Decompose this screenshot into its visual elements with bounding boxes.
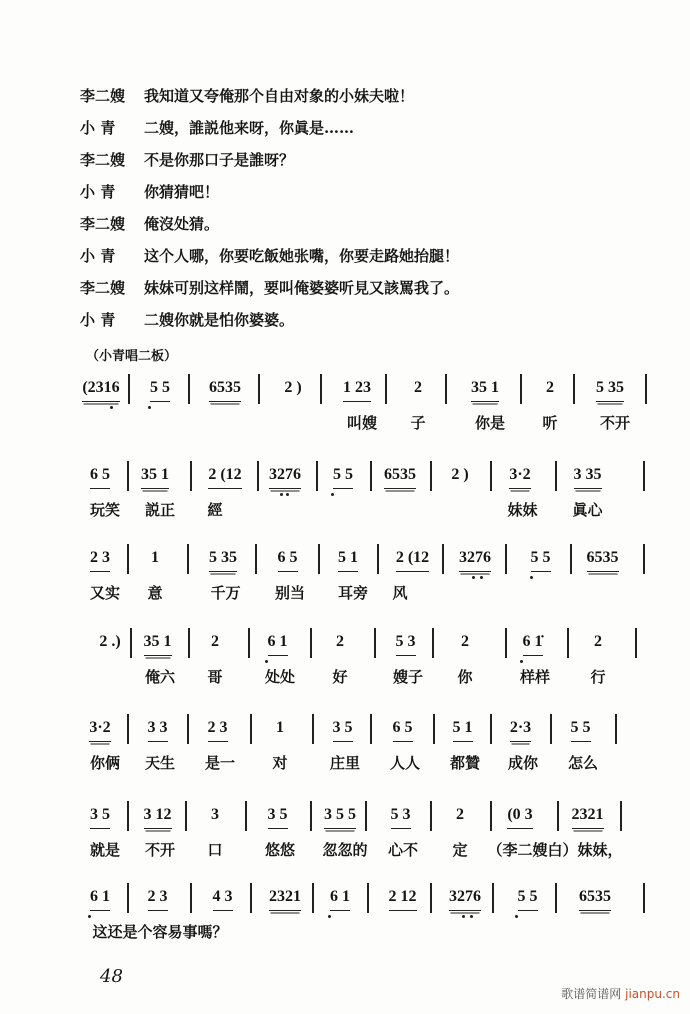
lyric: 經 bbox=[207, 501, 223, 519]
measure-notes: 2 (12 bbox=[396, 548, 429, 572]
lyric: 怎么 bbox=[567, 754, 598, 772]
measure-row bbox=[80, 548, 640, 578]
measure-row bbox=[80, 718, 640, 748]
barline bbox=[555, 883, 557, 913]
score-line bbox=[80, 718, 640, 776]
measure-notes: 3 5 bbox=[90, 805, 110, 829]
measure bbox=[385, 548, 440, 572]
line-text: 我知道又夸俺那个自由对象的小妹夫啦！ bbox=[144, 87, 415, 105]
lyric: 不开 bbox=[599, 414, 630, 432]
measure-notes: 2·3 bbox=[510, 718, 531, 742]
lyric: 风 bbox=[392, 584, 408, 602]
measure bbox=[495, 465, 545, 489]
lyric: 好 bbox=[332, 668, 348, 686]
measure-notes: 2 3 bbox=[148, 887, 168, 911]
measure bbox=[135, 887, 180, 911]
measure-notes: 2 bbox=[546, 379, 554, 396]
barline bbox=[635, 628, 637, 658]
measure-notes: 2 bbox=[211, 633, 219, 650]
measure-notes: 5 5 bbox=[571, 718, 591, 742]
measure-notes: 1 bbox=[151, 549, 159, 566]
barline bbox=[445, 374, 447, 404]
measure-notes: 3 12 bbox=[144, 805, 172, 829]
barline bbox=[187, 544, 189, 574]
measure bbox=[440, 805, 480, 828]
measure-notes: 3 5 5 bbox=[324, 805, 356, 829]
measure-row bbox=[80, 378, 640, 408]
low-octave-dot bbox=[331, 493, 334, 496]
measure bbox=[80, 378, 122, 402]
measure bbox=[332, 378, 382, 402]
barline bbox=[490, 714, 492, 744]
barline bbox=[374, 628, 376, 658]
barline bbox=[257, 461, 259, 491]
low-octave-dot bbox=[265, 660, 268, 663]
dialogue-line bbox=[80, 244, 640, 276]
lyric: 嫂子 bbox=[392, 668, 423, 686]
barline bbox=[318, 544, 320, 574]
low-octave-dot bbox=[472, 576, 475, 579]
barline bbox=[310, 628, 312, 658]
barline bbox=[188, 374, 190, 404]
barline bbox=[127, 461, 129, 491]
measure-notes: 2 bbox=[456, 806, 464, 823]
measure bbox=[135, 632, 180, 656]
speaker: 小 青 bbox=[80, 183, 116, 201]
score-line bbox=[80, 465, 640, 523]
measure-notes: 6535 bbox=[384, 465, 416, 489]
measure bbox=[195, 718, 240, 742]
measure bbox=[570, 887, 620, 911]
measure bbox=[460, 378, 510, 402]
measure-notes: 2 3 bbox=[208, 718, 228, 742]
lyric: （李二嫂白）妹妹， bbox=[487, 841, 623, 859]
lyric: 悠悠 bbox=[264, 841, 295, 859]
watermark-cn: 歌谱简谱网 bbox=[561, 987, 622, 1001]
measure bbox=[323, 465, 363, 489]
measure bbox=[80, 548, 120, 572]
barline bbox=[255, 544, 257, 574]
measure-notes: 2 ) bbox=[284, 379, 302, 396]
lyric: 听 bbox=[542, 414, 558, 432]
measure bbox=[260, 718, 300, 741]
barline bbox=[377, 544, 379, 574]
barline bbox=[258, 374, 260, 404]
lyric: 你俩 bbox=[89, 754, 120, 772]
measure-notes: 5 3 bbox=[391, 805, 411, 829]
measure-row bbox=[80, 632, 640, 662]
speaker: 小 青 bbox=[80, 311, 116, 329]
lyric-row bbox=[80, 412, 640, 436]
lyric: 心不 bbox=[387, 841, 418, 859]
low-octave-dot bbox=[530, 576, 533, 579]
measure-notes: 35 1 bbox=[471, 378, 499, 402]
lyric-row bbox=[80, 499, 640, 523]
page-number: 48 bbox=[100, 966, 123, 987]
measure bbox=[565, 805, 610, 829]
lyric: 千万 bbox=[210, 584, 241, 602]
dialogue-line bbox=[80, 276, 640, 308]
measure-notes: 3 bbox=[211, 806, 219, 823]
lyric: 口 bbox=[207, 841, 223, 859]
lyric: 哥 bbox=[207, 668, 223, 686]
barline bbox=[127, 801, 129, 831]
measure bbox=[195, 805, 235, 828]
measure-notes: 3 5 bbox=[333, 718, 353, 742]
measure-notes: 35 1 bbox=[144, 632, 172, 656]
measure-notes: 1 23 bbox=[343, 378, 371, 402]
lyric-row bbox=[80, 839, 640, 863]
lyric: 别当 bbox=[274, 584, 305, 602]
barline bbox=[615, 714, 617, 744]
measure bbox=[195, 465, 255, 489]
measure bbox=[495, 805, 545, 829]
measure-notes: 5 5 bbox=[150, 378, 170, 402]
low-octave-dot bbox=[110, 406, 113, 409]
lyric: 处处 bbox=[264, 668, 295, 686]
barline bbox=[505, 544, 507, 574]
measure bbox=[135, 465, 175, 489]
measure bbox=[375, 465, 425, 489]
barline bbox=[316, 461, 318, 491]
measure-notes: 6 5 bbox=[393, 718, 413, 742]
line-text: 你猜猜吧！ bbox=[144, 183, 220, 201]
measure-notes: 5 1 bbox=[453, 718, 473, 742]
measure bbox=[135, 548, 175, 571]
low-octave-dot bbox=[470, 915, 473, 918]
measure bbox=[445, 632, 485, 655]
measure-notes: 3 35 bbox=[574, 465, 602, 489]
measure bbox=[80, 805, 120, 829]
measure bbox=[80, 465, 120, 489]
barline bbox=[248, 628, 250, 658]
measure bbox=[80, 887, 120, 911]
measure bbox=[315, 805, 365, 829]
barline bbox=[442, 544, 444, 574]
barline bbox=[492, 883, 494, 913]
barline bbox=[555, 461, 557, 491]
measure bbox=[505, 887, 550, 911]
lyric: 天生 bbox=[144, 754, 175, 772]
low-octave-dot bbox=[328, 915, 331, 918]
measure-notes: 3 5 bbox=[268, 805, 288, 829]
barline bbox=[128, 374, 130, 404]
lyric: 是一 bbox=[204, 754, 235, 772]
measure bbox=[558, 718, 603, 742]
barline bbox=[520, 374, 522, 404]
measure-notes: 2 3 bbox=[90, 548, 110, 572]
measure-notes: 3·2 bbox=[509, 465, 530, 489]
measure-notes: 2 .) bbox=[99, 633, 121, 650]
low-octave-dot bbox=[515, 915, 518, 918]
measure-notes: 3276 bbox=[269, 465, 301, 489]
measure bbox=[260, 465, 310, 489]
measure bbox=[440, 887, 490, 911]
barline bbox=[430, 461, 432, 491]
measure bbox=[135, 805, 180, 829]
measure-notes: 5 5 bbox=[518, 887, 538, 911]
lyric: 定 bbox=[452, 841, 468, 859]
measure bbox=[398, 378, 438, 401]
barline bbox=[365, 801, 367, 831]
barline bbox=[570, 544, 572, 574]
measure-notes: 6 1̇ bbox=[523, 632, 543, 656]
measure-row bbox=[80, 805, 640, 835]
barline bbox=[310, 801, 312, 831]
barline bbox=[367, 883, 369, 913]
measure bbox=[255, 632, 300, 656]
barline bbox=[370, 461, 372, 491]
measure bbox=[530, 378, 570, 401]
measure bbox=[255, 805, 300, 829]
measure bbox=[195, 632, 235, 655]
measure-notes: 2321 bbox=[572, 805, 604, 829]
measure-notes: 35 1 bbox=[141, 465, 169, 489]
score-line bbox=[80, 632, 640, 690]
measure-notes: 5 5 bbox=[531, 548, 551, 572]
low-octave-dot bbox=[88, 915, 91, 918]
measure bbox=[560, 465, 615, 489]
barline bbox=[127, 544, 129, 574]
barline bbox=[620, 801, 622, 831]
lyric: 又实 bbox=[89, 584, 120, 602]
measure-row bbox=[80, 465, 640, 495]
low-octave-dot bbox=[148, 406, 151, 409]
measure-notes: 3276 bbox=[459, 548, 491, 572]
barline bbox=[643, 883, 645, 913]
measure bbox=[510, 632, 555, 656]
lyric: 都贊 bbox=[449, 754, 480, 772]
lyric: 你 bbox=[457, 668, 473, 686]
measure bbox=[268, 378, 318, 401]
measure-notes: 5 5 bbox=[333, 465, 353, 489]
lyric: 行 bbox=[590, 668, 606, 686]
score-line bbox=[80, 378, 640, 436]
barline bbox=[185, 801, 187, 831]
measure bbox=[200, 378, 250, 402]
measure bbox=[380, 718, 425, 742]
measure bbox=[518, 548, 563, 572]
measure bbox=[498, 718, 543, 742]
lyric: 俺六 bbox=[144, 668, 175, 686]
barline bbox=[250, 883, 252, 913]
score-line bbox=[80, 548, 640, 606]
low-octave-dot bbox=[520, 660, 523, 663]
barline bbox=[385, 374, 387, 404]
measure bbox=[320, 632, 360, 655]
lyric: 忽忽的 bbox=[322, 841, 368, 859]
lyric: 样样 bbox=[519, 668, 550, 686]
barline bbox=[320, 374, 322, 404]
barline bbox=[432, 628, 434, 658]
line-text: 二嫂，誰説他来呀，你眞是…… bbox=[144, 119, 355, 137]
barline bbox=[643, 544, 645, 574]
measure-notes: 2 bbox=[461, 633, 469, 650]
measure bbox=[140, 378, 180, 402]
lyric: 人人 bbox=[389, 754, 420, 772]
lyric-row bbox=[80, 752, 640, 776]
lyric: 意 bbox=[147, 584, 163, 602]
measure bbox=[435, 465, 485, 488]
dialogue-line bbox=[80, 212, 640, 244]
barline bbox=[190, 883, 192, 913]
low-octave-dot bbox=[480, 576, 483, 579]
lyric-row bbox=[80, 666, 640, 690]
measure-notes: 5 35 bbox=[209, 548, 237, 572]
lyric: 不开 bbox=[144, 841, 175, 859]
measure bbox=[200, 887, 245, 911]
lyric-row bbox=[80, 921, 640, 945]
barline bbox=[573, 374, 575, 404]
barline bbox=[245, 801, 247, 831]
lyric: 眞心 bbox=[572, 501, 603, 519]
speaker: 小 青 bbox=[80, 119, 116, 137]
measure-notes: 3·2 bbox=[89, 718, 110, 742]
barline bbox=[127, 714, 129, 744]
barline bbox=[190, 461, 192, 491]
measure-notes: 2 bbox=[336, 633, 344, 650]
line-text: 不是你那口子是誰呀？ bbox=[144, 151, 295, 169]
barline bbox=[505, 628, 507, 658]
measure-notes: 5 1 bbox=[338, 548, 358, 572]
measure-notes: 3276 bbox=[449, 887, 481, 911]
speaker: 李二嫂 bbox=[80, 279, 126, 297]
measure-notes: 5 35 bbox=[596, 378, 624, 402]
measure-notes: 1 bbox=[276, 719, 284, 736]
measure-notes: 6 1 bbox=[268, 632, 288, 656]
lyric: 説正 bbox=[144, 501, 175, 519]
measure bbox=[578, 632, 618, 655]
barline bbox=[490, 461, 492, 491]
measure-notes: 6 1 bbox=[90, 887, 110, 911]
speaker: 李二嫂 bbox=[80, 151, 126, 169]
low-octave-dot bbox=[462, 915, 465, 918]
lyric: 成你 bbox=[507, 754, 538, 772]
barline bbox=[188, 628, 190, 658]
dialogue-line bbox=[80, 148, 640, 180]
section-label: （小青唱二板） bbox=[86, 349, 178, 364]
barline bbox=[557, 801, 559, 831]
measure-notes: 2 (12 bbox=[208, 465, 241, 489]
lyric: 庄里 bbox=[329, 754, 360, 772]
measure bbox=[265, 548, 310, 572]
measure-notes: (2316 bbox=[82, 378, 119, 402]
barline bbox=[645, 374, 647, 404]
measure-notes: 2 ) bbox=[451, 466, 469, 483]
measure-notes: 2 bbox=[414, 379, 422, 396]
measure-notes: 6 5 bbox=[278, 548, 298, 572]
measure-notes: 4 3 bbox=[213, 887, 233, 911]
barline bbox=[430, 801, 432, 831]
measure bbox=[135, 718, 180, 742]
measure-notes: 2 bbox=[594, 633, 602, 650]
measure-notes: 2 12 bbox=[389, 887, 417, 911]
measure bbox=[260, 887, 310, 911]
dialogue-line bbox=[80, 116, 640, 148]
lyric: 你是 bbox=[474, 414, 505, 432]
line-text: 这个人哪，你要吃飯她张嘴，你要走路她抬腿！ bbox=[144, 247, 460, 265]
measure bbox=[80, 718, 120, 742]
score-line bbox=[80, 805, 640, 863]
lyric: 就是 bbox=[89, 841, 120, 859]
barline bbox=[433, 714, 435, 744]
barline bbox=[643, 461, 645, 491]
lyric: 玩笑 bbox=[89, 501, 120, 519]
lyric: 子 bbox=[410, 414, 426, 432]
dialogue-line bbox=[80, 308, 640, 340]
barline bbox=[187, 714, 189, 744]
measure-notes: 6535 bbox=[587, 548, 619, 572]
measure bbox=[383, 632, 428, 656]
barline bbox=[490, 801, 492, 831]
lyric: 妹妹 bbox=[507, 501, 538, 519]
measure-notes: 6 1 bbox=[330, 887, 350, 911]
low-octave-dot bbox=[286, 493, 289, 496]
measure bbox=[440, 718, 485, 742]
measure bbox=[575, 548, 630, 572]
lyric: 叫嫂 bbox=[346, 414, 377, 432]
barline bbox=[127, 883, 129, 913]
measure bbox=[380, 887, 425, 911]
line-text: 俺沒处猜。 bbox=[144, 215, 220, 233]
measure-notes: 3 3 bbox=[148, 718, 168, 742]
lyric: 对 bbox=[272, 754, 288, 772]
score-line bbox=[80, 887, 640, 945]
lyric-row bbox=[80, 582, 640, 606]
barline bbox=[567, 628, 569, 658]
barline bbox=[370, 714, 372, 744]
dialogue-block bbox=[80, 84, 640, 340]
measure-notes: 2321 bbox=[269, 887, 301, 911]
measure bbox=[90, 632, 130, 655]
measure-notes: (0 3 bbox=[507, 805, 532, 829]
barline bbox=[550, 714, 552, 744]
low-octave-dot bbox=[280, 493, 283, 496]
measure bbox=[378, 805, 423, 829]
speaker: 李二嫂 bbox=[80, 87, 126, 105]
measure bbox=[585, 378, 635, 402]
barline bbox=[130, 628, 132, 658]
measure-notes: 6 5 bbox=[90, 465, 110, 489]
line-text: 二嫂你就是怕你婆婆。 bbox=[144, 311, 295, 329]
measure bbox=[198, 548, 248, 572]
measure-notes: 6535 bbox=[209, 378, 241, 402]
barline bbox=[312, 883, 314, 913]
line-text: 妹妹可别这样鬧，要叫俺婆婆听見又該罵我了。 bbox=[144, 279, 460, 297]
measure bbox=[328, 548, 368, 572]
lyric: 耳旁 bbox=[337, 584, 368, 602]
dialogue-line bbox=[80, 84, 640, 116]
measure bbox=[320, 718, 365, 742]
measure-notes: 6535 bbox=[579, 887, 611, 911]
measure bbox=[450, 548, 500, 572]
speaker: 小 青 bbox=[80, 247, 116, 265]
dialogue-line bbox=[80, 180, 640, 212]
speaker: 李二嫂 bbox=[80, 215, 126, 233]
measure bbox=[320, 887, 360, 911]
lyric: 这还是个容易事嗎？ bbox=[92, 923, 228, 941]
watermark bbox=[561, 985, 680, 1002]
measure-row bbox=[80, 887, 640, 917]
watermark-en: jianpu.cn bbox=[625, 987, 680, 1001]
barline bbox=[250, 714, 252, 744]
barline bbox=[312, 714, 314, 744]
measure-notes: 5 3 bbox=[396, 632, 416, 656]
barline bbox=[430, 883, 432, 913]
